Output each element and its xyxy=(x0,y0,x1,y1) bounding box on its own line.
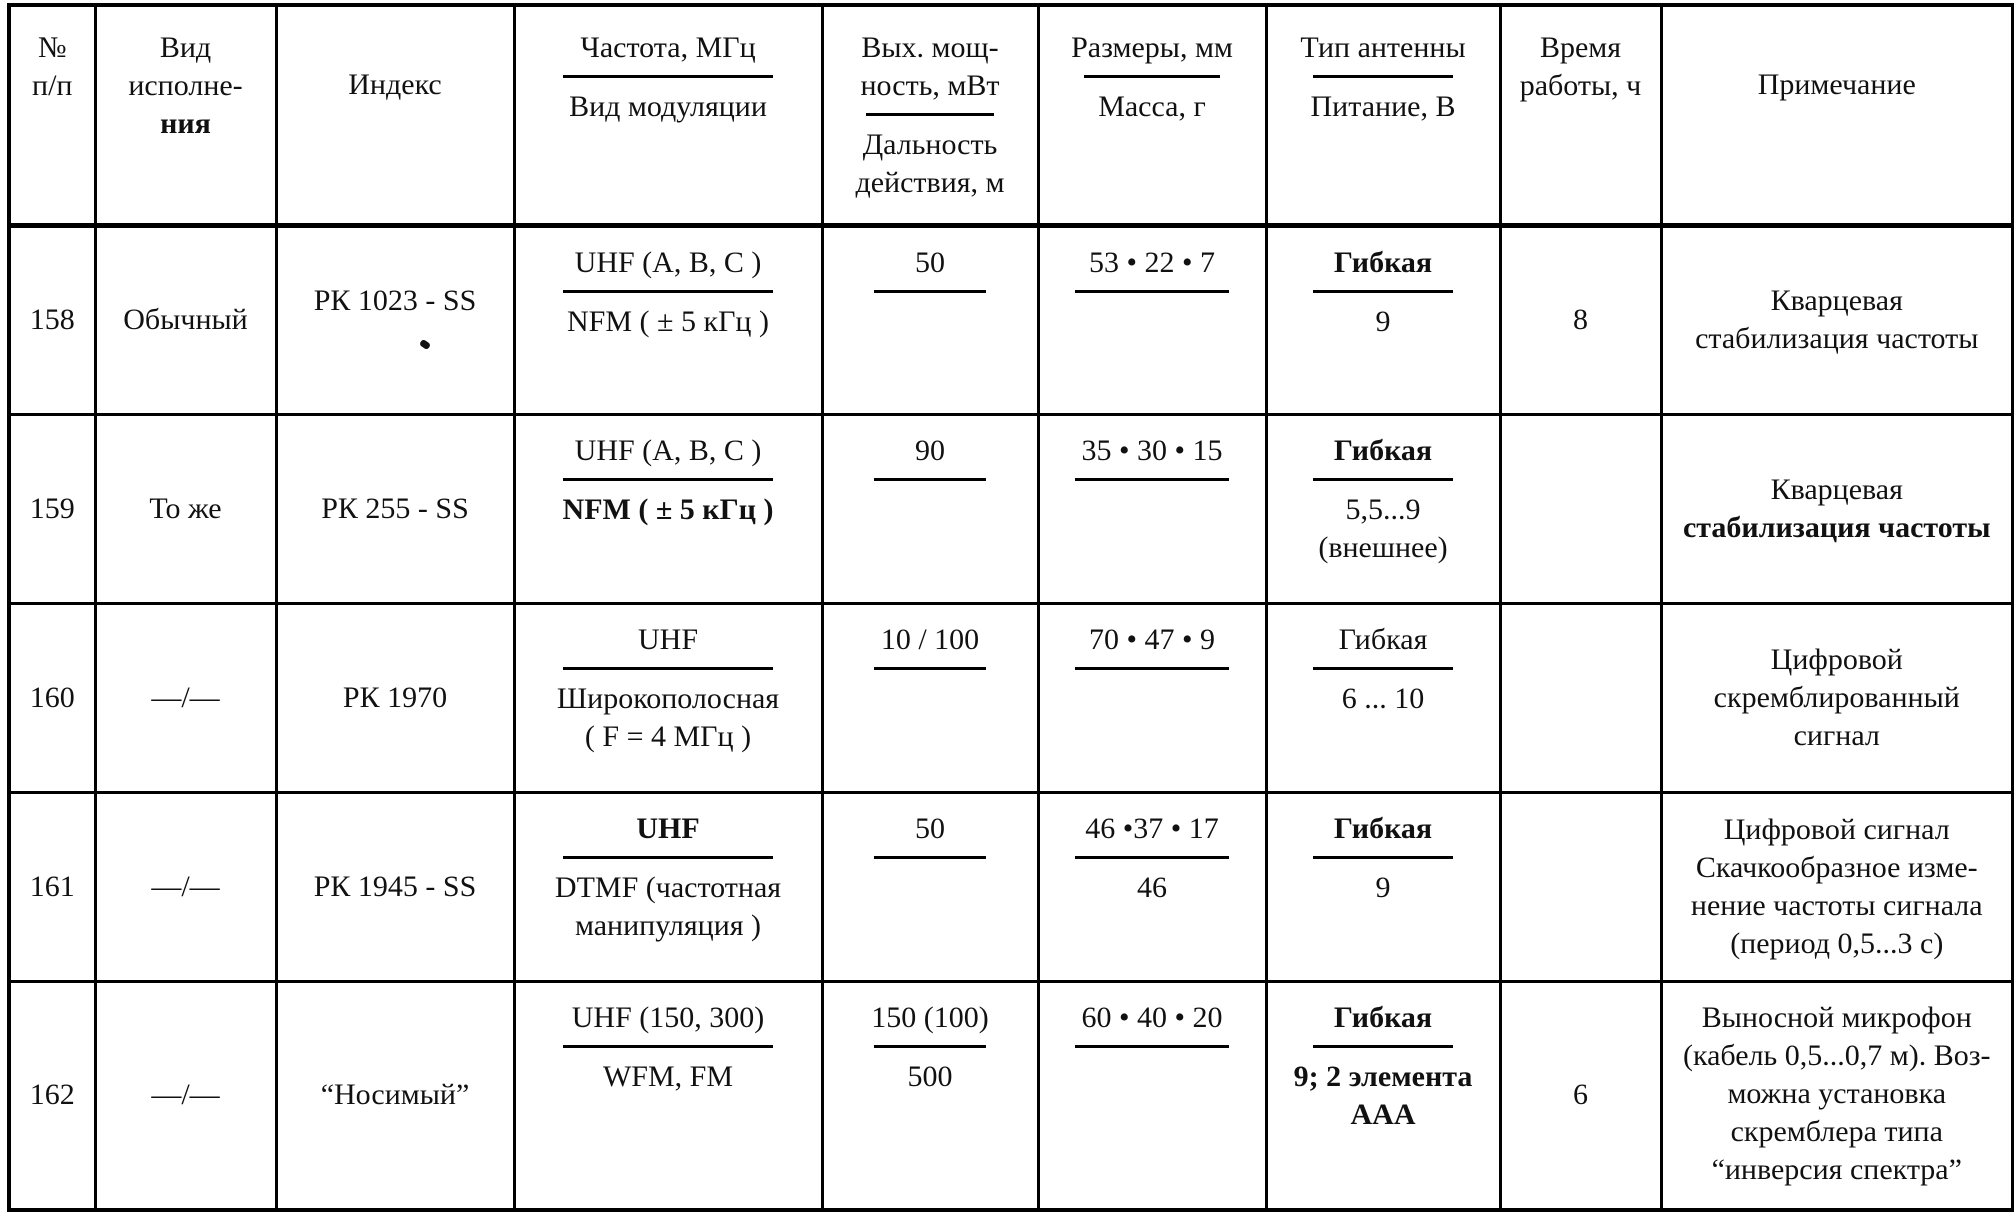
row-antenna-supply: Гибкая 9; 2 элемента ААА xyxy=(1266,981,1500,1210)
row-kind: —/— xyxy=(95,792,276,981)
row-num: 162 xyxy=(9,981,95,1210)
divider xyxy=(1084,75,1220,78)
divider xyxy=(1313,478,1453,481)
divider xyxy=(874,856,987,859)
row-note: Кварцевая стабилизация частоты xyxy=(1661,414,2013,603)
divider xyxy=(1075,1045,1228,1048)
header-note: Примечание xyxy=(1661,5,2013,225)
row-antenna-supply: Гибкая 9 xyxy=(1266,792,1500,981)
row-power-range: 150 (100) 500 xyxy=(822,981,1038,1210)
row-num: 161 xyxy=(9,792,95,981)
divider xyxy=(874,667,987,670)
row-time: 8 xyxy=(1500,225,1661,414)
row-time xyxy=(1500,603,1661,792)
divider xyxy=(563,856,774,859)
row-power-range: 10 / 100 xyxy=(822,603,1038,792)
header-freq-modulation xyxy=(514,5,822,225)
table-row xyxy=(9,792,2013,981)
header-size: Размеры, мм xyxy=(1071,31,1233,64)
table-row xyxy=(9,225,2013,414)
row-power-range: 50 xyxy=(822,225,1038,414)
header-supply: Питание, В xyxy=(1310,90,1456,123)
row-freq-modulation: UHF (A, B, C ) NFM ( ± 5 кГц ) xyxy=(514,414,822,603)
divider xyxy=(1075,290,1228,293)
header-modulation: Вид модуляции xyxy=(569,90,767,123)
row-index: “Носимый” xyxy=(276,981,514,1210)
row-time xyxy=(1500,792,1661,981)
divider xyxy=(1075,856,1228,859)
row-note: Цифровой скремблированный сигнал xyxy=(1661,603,2013,792)
row-freq-modulation: UHF (A, B, C ) NFM ( ± 5 кГц ) xyxy=(514,225,822,414)
row-size-mass: 70 • 47 • 9 xyxy=(1038,603,1266,792)
row-num: 159 xyxy=(9,414,95,603)
row-antenna-supply: Гибкая 9 xyxy=(1266,225,1500,414)
divider xyxy=(1075,667,1228,670)
row-antenna-supply: Гибкая 6 ... 10 xyxy=(1266,603,1500,792)
divider xyxy=(1313,856,1453,859)
header-antenna: Тип антенны xyxy=(1300,31,1466,64)
header-time: Время работы, ч xyxy=(1500,5,1661,225)
row-power-range: 50 xyxy=(822,792,1038,981)
divider xyxy=(563,75,774,78)
row-num: 158 xyxy=(9,225,95,414)
divider xyxy=(1313,667,1453,670)
row-kind: —/— xyxy=(95,981,276,1210)
divider xyxy=(1075,478,1228,481)
row-kind: —/— xyxy=(95,603,276,792)
divider xyxy=(866,113,995,116)
row-power-range: 90 xyxy=(822,414,1038,603)
divider xyxy=(1313,75,1453,78)
row-size-mass: 35 • 30 • 15 xyxy=(1038,414,1266,603)
row-kind: То же xyxy=(95,414,276,603)
header-antenna-supply xyxy=(1266,5,1500,225)
table-row xyxy=(9,414,2013,603)
divider xyxy=(563,1045,774,1048)
row-index: РК 255 - SS xyxy=(276,414,514,603)
row-freq-modulation: UHF DTMF (частотная манипуляция ) xyxy=(514,792,822,981)
header-num: № п/п xyxy=(9,5,95,225)
row-note: Выносной микрофон (кабель 0,5...0,7 м). Воз- можна установка скремблера типа “инверсия спектра” xyxy=(1661,981,2013,1210)
divider xyxy=(563,478,774,481)
divider xyxy=(874,290,987,293)
divider xyxy=(1313,290,1453,293)
divider xyxy=(563,667,774,670)
table-row xyxy=(9,981,2013,1210)
row-time: 6 xyxy=(1500,981,1661,1210)
row-size-mass: 46 •37 • 17 46 xyxy=(1038,792,1266,981)
row-index: РК 1023 - SS xyxy=(276,225,514,414)
row-antenna-supply: Гибкая 5,5...9 (внешнее) xyxy=(1266,414,1500,603)
row-kind: Обычный xyxy=(95,225,276,414)
row-freq-modulation: UHF Широкополосная ( F = 4 МГц ) xyxy=(514,603,822,792)
divider xyxy=(874,1045,987,1048)
header-freq: Частота, МГц xyxy=(580,31,756,64)
header-row xyxy=(9,5,2013,225)
header-mass: Масса, г xyxy=(1098,90,1206,123)
row-time xyxy=(1500,414,1661,603)
divider xyxy=(563,290,774,293)
ink-spot xyxy=(419,339,431,350)
row-index: РК 1970 xyxy=(276,603,514,792)
divider xyxy=(1313,1045,1453,1048)
header-power-range: Вых. мощ- ность, мВт Дальность действия, м xyxy=(822,5,1038,225)
header-kind: Вид исполне- ния xyxy=(95,5,276,225)
table-row xyxy=(9,603,2013,792)
header-size-mass xyxy=(1038,5,1266,225)
row-size-mass: 60 • 40 • 20 xyxy=(1038,981,1266,1210)
row-note: Кварцевая стабилизация частоты xyxy=(1661,225,2013,414)
row-note: Цифровой сигнал Скачкообразное изме- нение частоты сигнала (период 0,5...3 с) xyxy=(1661,792,2013,981)
divider xyxy=(874,478,987,481)
row-freq-modulation: UHF (150, 300) WFM, FM xyxy=(514,981,822,1210)
header-index: Индекс xyxy=(276,5,514,225)
row-num: 160 xyxy=(9,603,95,792)
radio-devices-table xyxy=(7,3,2014,1212)
row-index: РК 1945 - SS xyxy=(276,792,514,981)
row-size-mass: 53 • 22 • 7 xyxy=(1038,225,1266,414)
